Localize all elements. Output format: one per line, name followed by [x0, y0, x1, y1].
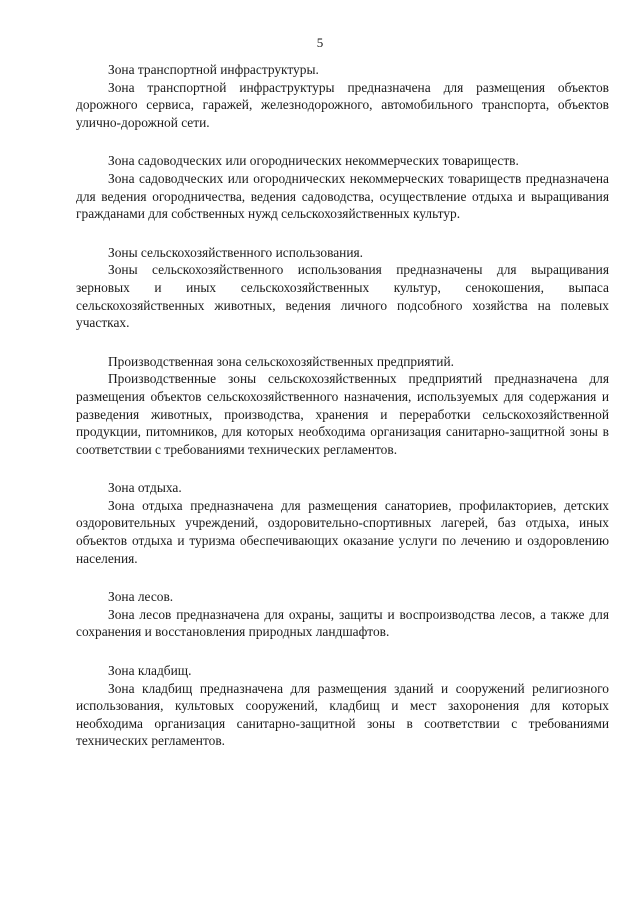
section-paragraph: Зона транспортной инфраструктуры предназначена для размещения объектов дорожного сервиса, гаражей, железнодорожного, автомобильного транспорта, объектов улично-дорожной сети.: [76, 79, 609, 130]
section-paragraph: Зоны сельскохозяйственного использования предназначены для выращивания зерновых и иных сельскохозяйственных культур, сенокошения, выпаса сельскохозяйственных животных, ведения личного подсобного хозяйства на полевых участках.: [76, 262, 609, 331]
section-heading: Зона лесов.: [108, 589, 174, 605]
section-paragraph: Производственные зоны сельскохозяйственных предприятий предназначена для размещения объектов сельскохозяйственного назначения, используемых для содержания и разведения животных, производства, хранения и переработки сельскохозяйственной продукции, питомников, для которых необходима организация санитарно-защитной зоны в соответствии с требованиями технических регламентов.: [76, 371, 609, 457]
section-recreation-zone: [76, 479, 609, 567]
section-heading: Зона кладбищ.: [108, 663, 192, 679]
section-production-zone: [76, 353, 609, 459]
section-heading: Производственная зона сельскохозяйственных предприятий.: [108, 353, 454, 369]
document-body: [76, 61, 609, 771]
section-heading: Зоны сельскохозяйственного использования.: [108, 244, 364, 260]
section-forest-zone: [76, 588, 609, 641]
page-number: 5: [316, 35, 324, 50]
section-agricultural-zone: [76, 244, 609, 332]
section-transport-zone: [76, 61, 609, 131]
section-paragraph: Зона кладбищ предназначена для размещения зданий и сооружений религиозного использования, культовых сооружений, кладбищ и мест захоронения для которых необходима организация санитарно-защитной зоны в соответствии с требованиями технических регламентов.: [76, 680, 609, 749]
section-garden-zone: [76, 152, 609, 222]
section-paragraph: Зона отдыха предназначена для размещения санаториев, профилакториев, детских оздоровительных учреждений, оздоровительно-спортивных лагерей, баз отдыха, иных объектов отдыха и туризма обеспечивающих оказание услуги по лечению и оздоровлению населения.: [76, 497, 609, 566]
section-heading: Зона садоводческих или огороднических некоммерческих товариществ.: [108, 153, 519, 169]
section-cemetery-zone: [76, 662, 609, 750]
section-heading: Зона отдыха.: [108, 480, 182, 496]
section-paragraph: Зона лесов предназначена для охраны, защиты и воспроизводства лесов, а также для сохранения и восстановления природных ландшафтов.: [76, 606, 609, 640]
section-paragraph: Зона садоводческих или огороднических некоммерческих товариществ предназначена для ведения огородничества, ведения садоводства, осуществление отдыха и выращивания гражданами для собственных нужд сельскохозяйственных культур.: [76, 170, 609, 222]
section-heading: Зона транспортной инфраструктуры.: [108, 62, 319, 77]
